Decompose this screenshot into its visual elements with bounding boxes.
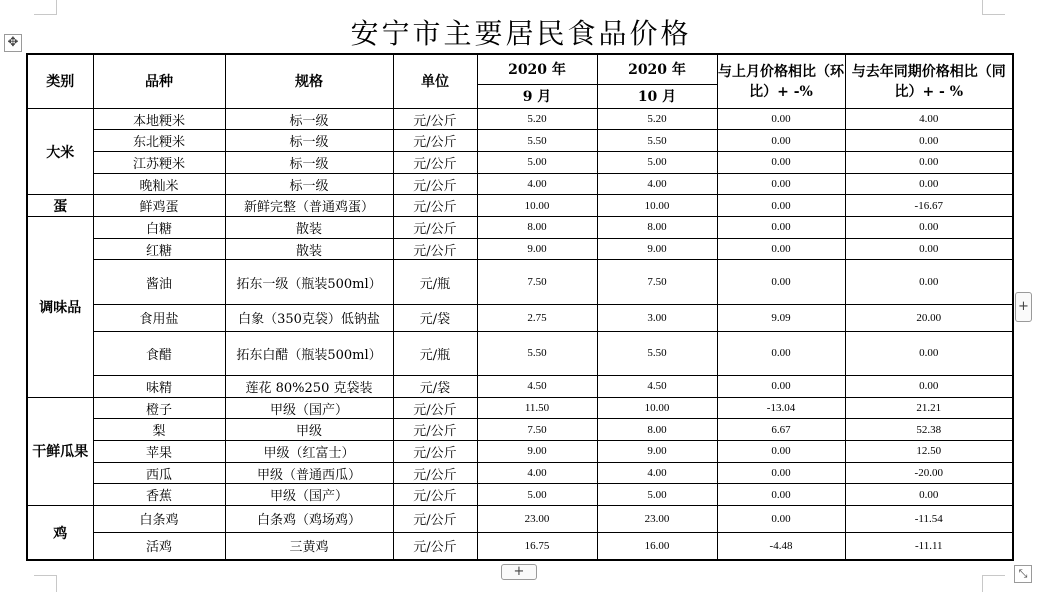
oct-price-cell: 16.00 bbox=[597, 532, 717, 560]
oct-price-cell: 4.00 bbox=[597, 173, 717, 195]
crop-mark-bottom-left bbox=[34, 575, 57, 592]
mom-cell: 0.00 bbox=[717, 331, 845, 375]
sep-price-cell: 5.50 bbox=[477, 331, 597, 375]
table-row bbox=[27, 260, 1013, 304]
oct-price-cell: 5.50 bbox=[597, 130, 717, 152]
oct-price-cell: 9.00 bbox=[597, 238, 717, 260]
spec-cell: 散装 bbox=[225, 238, 393, 260]
variety-cell: 苹果 bbox=[93, 441, 225, 463]
unit-cell: 元/公斤 bbox=[393, 462, 477, 484]
oct-price-cell: 10.00 bbox=[597, 397, 717, 419]
unit-cell: 元/公斤 bbox=[393, 108, 477, 130]
mom-cell: -13.04 bbox=[717, 397, 845, 419]
header-month-sep: 9 月 bbox=[477, 84, 597, 108]
spec-cell: 拓东一级（瓶装500ml） bbox=[225, 260, 393, 304]
mom-cell: 0.00 bbox=[717, 376, 845, 398]
header-mom: 与上月价格相比（环比）+ -% bbox=[717, 54, 845, 108]
unit-cell: 元/瓶 bbox=[393, 331, 477, 375]
header-yoy: 与去年同期价格相比（同比）+ - % bbox=[845, 54, 1013, 108]
mom-cell: 0.00 bbox=[717, 130, 845, 152]
variety-cell: 活鸡 bbox=[93, 532, 225, 560]
oct-price-cell: 4.50 bbox=[597, 376, 717, 398]
sep-price-cell: 7.50 bbox=[477, 260, 597, 304]
sep-price-cell: 5.20 bbox=[477, 108, 597, 130]
oct-price-cell: 9.00 bbox=[597, 441, 717, 463]
table-row bbox=[27, 152, 1013, 174]
crop-mark-bottom-right bbox=[982, 575, 1005, 592]
sep-price-cell: 16.75 bbox=[477, 532, 597, 560]
table-resize-icon[interactable]: ⤡ bbox=[1014, 565, 1032, 583]
sep-price-cell: 5.50 bbox=[477, 130, 597, 152]
unit-cell: 元/公斤 bbox=[393, 152, 477, 174]
mom-cell: 0.00 bbox=[717, 173, 845, 195]
yoy-cell: 52.38 bbox=[845, 419, 1013, 441]
variety-cell: 食醋 bbox=[93, 331, 225, 375]
yoy-cell: 21.21 bbox=[845, 397, 1013, 419]
sep-price-cell: 9.00 bbox=[477, 441, 597, 463]
spec-cell: 散装 bbox=[225, 217, 393, 239]
header-year-sep: 2020 年 bbox=[477, 54, 597, 84]
variety-cell: 红糖 bbox=[93, 238, 225, 260]
spec-cell: 莲花 80%250 克袋装 bbox=[225, 376, 393, 398]
table-row bbox=[27, 532, 1013, 560]
table-row bbox=[27, 304, 1013, 331]
mom-cell: 0.00 bbox=[717, 217, 845, 239]
spec-cell: 标一级 bbox=[225, 173, 393, 195]
mom-cell: 0.00 bbox=[717, 260, 845, 304]
oct-price-cell: 23.00 bbox=[597, 506, 717, 533]
sep-price-cell: 7.50 bbox=[477, 419, 597, 441]
header-year-oct: 2020 年 bbox=[597, 54, 717, 84]
oct-price-cell: 4.00 bbox=[597, 462, 717, 484]
yoy-cell: 0.00 bbox=[845, 331, 1013, 375]
unit-cell: 元/公斤 bbox=[393, 238, 477, 260]
table-row bbox=[27, 108, 1013, 130]
yoy-cell: 0.00 bbox=[845, 260, 1013, 304]
table-row bbox=[27, 376, 1013, 398]
mom-cell: 0.00 bbox=[717, 441, 845, 463]
header-category: 类别 bbox=[27, 54, 93, 108]
sep-price-cell: 2.75 bbox=[477, 304, 597, 331]
oct-price-cell: 5.20 bbox=[597, 108, 717, 130]
category-cell: 干鲜瓜果 bbox=[27, 397, 93, 505]
oct-price-cell: 5.50 bbox=[597, 331, 717, 375]
yoy-cell: 0.00 bbox=[845, 173, 1013, 195]
yoy-cell: 12.50 bbox=[845, 441, 1013, 463]
oct-price-cell: 8.00 bbox=[597, 217, 717, 239]
yoy-cell: 0.00 bbox=[845, 130, 1013, 152]
spec-cell: 三黄鸡 bbox=[225, 532, 393, 560]
category-cell: 调味品 bbox=[27, 217, 93, 398]
spec-cell: 标一级 bbox=[225, 152, 393, 174]
table-row bbox=[27, 331, 1013, 375]
unit-cell: 元/公斤 bbox=[393, 217, 477, 239]
yoy-cell: -11.54 bbox=[845, 506, 1013, 533]
unit-cell: 元/公斤 bbox=[393, 484, 477, 506]
spec-cell: 甲级（国产） bbox=[225, 484, 393, 506]
variety-cell: 西瓜 bbox=[93, 462, 225, 484]
table-row bbox=[27, 238, 1013, 260]
sep-price-cell: 9.00 bbox=[477, 238, 597, 260]
unit-cell: 元/瓶 bbox=[393, 260, 477, 304]
category-cell: 鸡 bbox=[27, 506, 93, 560]
variety-cell: 酱油 bbox=[93, 260, 225, 304]
unit-cell: 元/袋 bbox=[393, 376, 477, 398]
oct-price-cell: 5.00 bbox=[597, 152, 717, 174]
variety-cell: 白条鸡 bbox=[93, 506, 225, 533]
mom-cell: 0.00 bbox=[717, 152, 845, 174]
mom-cell: 0.00 bbox=[717, 108, 845, 130]
variety-cell: 橙子 bbox=[93, 397, 225, 419]
category-cell: 蛋 bbox=[27, 195, 93, 217]
variety-cell: 梨 bbox=[93, 419, 225, 441]
sep-price-cell: 10.00 bbox=[477, 195, 597, 217]
header-month-oct: 10 月 bbox=[597, 84, 717, 108]
mom-cell: 0.00 bbox=[717, 506, 845, 533]
unit-cell: 元/公斤 bbox=[393, 532, 477, 560]
spec-cell: 甲级（红富士） bbox=[225, 441, 393, 463]
category-cell: 大米 bbox=[27, 108, 93, 195]
variety-cell: 鲜鸡蛋 bbox=[93, 195, 225, 217]
unit-cell: 元/公斤 bbox=[393, 441, 477, 463]
sep-price-cell: 4.00 bbox=[477, 173, 597, 195]
unit-cell: 元/公斤 bbox=[393, 419, 477, 441]
yoy-cell: -20.00 bbox=[845, 462, 1013, 484]
yoy-cell: 0.00 bbox=[845, 152, 1013, 174]
sep-price-cell: 4.50 bbox=[477, 376, 597, 398]
mom-cell: -4.48 bbox=[717, 532, 845, 560]
table-row bbox=[27, 462, 1013, 484]
spec-cell: 甲级 bbox=[225, 419, 393, 441]
oct-price-cell: 5.00 bbox=[597, 484, 717, 506]
variety-cell: 白糖 bbox=[93, 217, 225, 239]
sep-price-cell: 23.00 bbox=[477, 506, 597, 533]
sep-price-cell: 5.00 bbox=[477, 152, 597, 174]
unit-cell: 元/公斤 bbox=[393, 397, 477, 419]
unit-cell: 元/袋 bbox=[393, 304, 477, 331]
mom-cell: 0.00 bbox=[717, 462, 845, 484]
sep-price-cell: 8.00 bbox=[477, 217, 597, 239]
header-variety: 品种 bbox=[93, 54, 225, 108]
add-row-button[interactable]: + bbox=[501, 564, 537, 580]
unit-cell: 元/公斤 bbox=[393, 506, 477, 533]
mom-cell: 0.00 bbox=[717, 195, 845, 217]
oct-price-cell: 10.00 bbox=[597, 195, 717, 217]
spec-cell: 标一级 bbox=[225, 130, 393, 152]
variety-cell: 晚籼米 bbox=[93, 173, 225, 195]
oct-price-cell: 7.50 bbox=[597, 260, 717, 304]
header-unit: 单位 bbox=[393, 54, 477, 108]
mom-cell: 9.09 bbox=[717, 304, 845, 331]
price-table bbox=[26, 53, 1014, 561]
sep-price-cell: 4.00 bbox=[477, 462, 597, 484]
oct-price-cell: 8.00 bbox=[597, 419, 717, 441]
sep-price-cell: 5.00 bbox=[477, 484, 597, 506]
spec-cell: 甲级（国产） bbox=[225, 397, 393, 419]
spec-cell: 白象（350克袋）低钠盐 bbox=[225, 304, 393, 331]
table-move-handle-icon[interactable]: ✥ bbox=[4, 34, 22, 52]
spec-cell: 新鲜完整（普通鸡蛋） bbox=[225, 195, 393, 217]
table-row bbox=[27, 397, 1013, 419]
yoy-cell: -11.11 bbox=[845, 532, 1013, 560]
unit-cell: 元/公斤 bbox=[393, 130, 477, 152]
table-row bbox=[27, 419, 1013, 441]
variety-cell: 本地粳米 bbox=[93, 108, 225, 130]
oct-price-cell: 3.00 bbox=[597, 304, 717, 331]
document-title: 安宁市主要居民食品价格 bbox=[350, 17, 692, 50]
table-row bbox=[27, 195, 1013, 217]
unit-cell: 元/公斤 bbox=[393, 173, 477, 195]
mom-cell: 0.00 bbox=[717, 484, 845, 506]
yoy-cell: 20.00 bbox=[845, 304, 1013, 331]
sep-price-cell: 11.50 bbox=[477, 397, 597, 419]
header-row bbox=[27, 54, 1013, 84]
variety-cell: 味精 bbox=[93, 376, 225, 398]
table-row bbox=[27, 217, 1013, 239]
spec-cell: 拓东白醋（瓶装500ml） bbox=[225, 331, 393, 375]
spec-cell: 白条鸡（鸡场鸡） bbox=[225, 506, 393, 533]
variety-cell: 香蕉 bbox=[93, 484, 225, 506]
spec-cell: 甲级（普通西瓜） bbox=[225, 462, 393, 484]
table-row bbox=[27, 173, 1013, 195]
mom-cell: 6.67 bbox=[717, 419, 845, 441]
yoy-cell: 4.00 bbox=[845, 108, 1013, 130]
variety-cell: 东北粳米 bbox=[93, 130, 225, 152]
spec-cell: 标一级 bbox=[225, 108, 393, 130]
header-spec: 规格 bbox=[225, 54, 393, 108]
yoy-cell: 0.00 bbox=[845, 376, 1013, 398]
yoy-cell: -16.67 bbox=[845, 195, 1013, 217]
unit-cell: 元/公斤 bbox=[393, 195, 477, 217]
yoy-cell: 0.00 bbox=[845, 238, 1013, 260]
variety-cell: 食用盐 bbox=[93, 304, 225, 331]
mom-cell: 0.00 bbox=[717, 238, 845, 260]
table-row bbox=[27, 130, 1013, 152]
table-row bbox=[27, 441, 1013, 463]
add-column-button[interactable]: + bbox=[1015, 292, 1032, 322]
yoy-cell: 0.00 bbox=[845, 484, 1013, 506]
table-row bbox=[27, 506, 1013, 533]
variety-cell: 江苏粳米 bbox=[93, 152, 225, 174]
yoy-cell: 0.00 bbox=[845, 217, 1013, 239]
table-row bbox=[27, 484, 1013, 506]
